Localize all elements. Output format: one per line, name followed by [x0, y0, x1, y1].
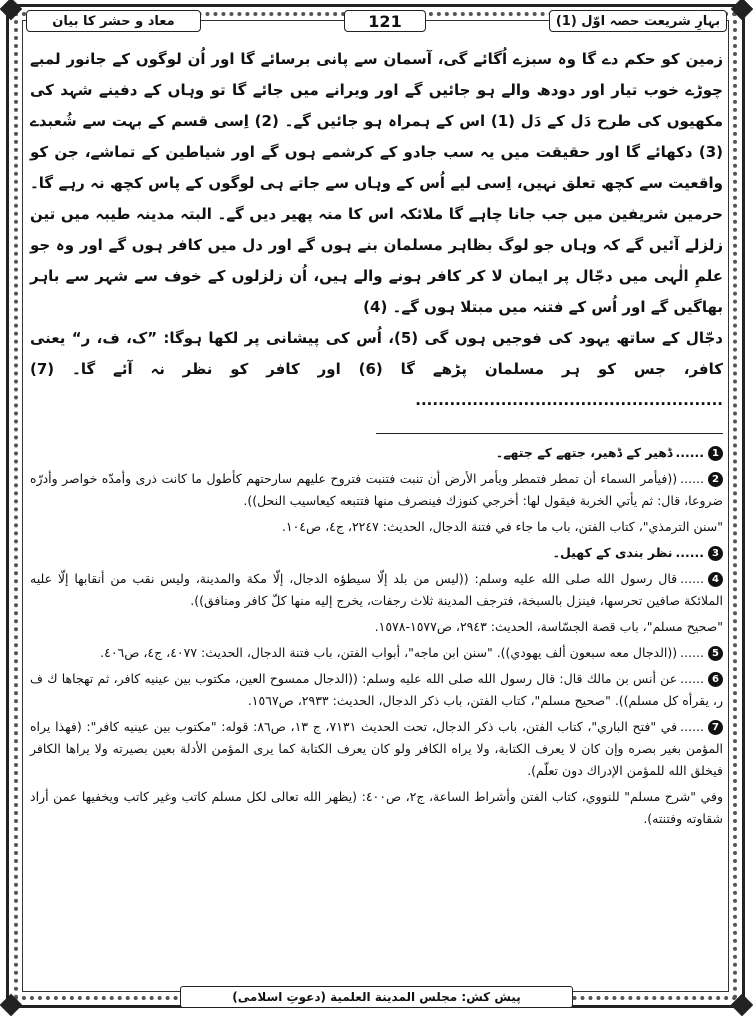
- footnote: 1......ڈھیر کے ڈھیر، جتھے کے جتھے۔: [30, 442, 723, 464]
- page-footer: پیش کش: مجلس المدينة العلمية (دعوتِ اسلامی): [180, 986, 573, 1008]
- footnote-source: وفي "شرح مسلم" للنووي، كتاب الفتن وأشراط الساعة، ج٢، ص٤٠٠: (يظهر الله تعالى لكل مسلم كاتب وغير كاتب ويخفيها عمن أراد شقاوته وفتنته).: [30, 789, 723, 826]
- footnote-number: 2: [708, 472, 723, 487]
- footnote-source: "صحيح مسلم"، باب قصة الجسّاسة، الحديث: ٢٩٤٣، ص١٥٧٧-١٥٧٨.: [374, 619, 723, 634]
- footnote: 3......نظر بندی کے کھیل۔: [30, 542, 723, 564]
- footnote-number: 5: [708, 646, 723, 661]
- footnote-number: 1: [708, 446, 723, 461]
- footnote-text: في "فتح الباري"، كتاب الفتن، باب ذكر الدجال، تحت الحديث ٧١٣١، ج ١٣، ص٨٦: قوله: "مكتوب بين عينيه كافر": (فهذا يراه المؤمن بغير بصره وإن كان لا يعرف الكتابة، ولا يراه الكافر ولو كان يعرف الكتابة كما يرى المؤمن الأدلة بعين بصيرته ولا يراها الكافر فيخلق الله للمؤمن الإدراك دون تعلّم).: [30, 719, 723, 778]
- chapter-title: معاد و حشر کا بیان: [26, 10, 201, 32]
- footnote-number: 7: [708, 720, 723, 735]
- footnote-source: "سنن الترمذي"، كتاب الفتن، باب ما جاء في فتنة الدجال، الحديث: ٢٢٤٧، ج٤، ص١٠٤.: [281, 519, 723, 534]
- footnote: 5......((الدجال معه سبعون ألف يهودي)). "سنن ابن ماجه"، أبواب الفتن، باب فتنة الدجال، الحديث: ٤٠٧٧، ج٤، ص٤٠٦.: [30, 642, 723, 664]
- page-header: [26, 10, 727, 34]
- footnote-text: ((فيأمر السماء أن تمطر فتمطر ويأمر الأرض أن تنبت فتنبت فتروح عليهم سارحتهم كأطول ما كانت ذرى وأمدّه خواصر وأدرّه ضروعا، قال: ثم يأتي الخربة فيقول لها: أخرجي كنوزك فينصرف منها فتتبعه كيعاسيب النحل)).: [30, 471, 723, 508]
- footnote: 2......((فيأمر السماء أن تمطر فتمطر ويأمر الأرض أن تنبت فتنبت فتروح عليهم سارحتهم كأطول ما كانت ذرى وأمدّه خواصر وأدرّه ضروعا، قال: ثم يأتي الخربة فيقول لها: أخرجي كنوزك فينصرف منها فتتبعه كيعاسيب النحل)).: [30, 471, 723, 508]
- footnote-number: 4: [708, 572, 723, 587]
- footnote: 4......قال رسول الله صلى الله عليه وسلم: ((ليس من بلد إلّا سيطؤه الدجال، إلّا مكة والمدينة، وليس نقب من أنقابها إلّا عليه الملائكة صافين تحرسها، فينزل بالسبخة، فترجف المدينة ثلاث رجفات، يخرج إليه منها كلّ كافر ومنافق)).: [30, 571, 723, 608]
- book-title: بہارِ شریعت حصہ اوّل (1): [549, 10, 727, 32]
- footnote-number: 3: [708, 546, 723, 561]
- footnote-text: عن أنس بن مالك قال: قال رسول الله صلى الله عليه وسلم: ((الدجال ممسوح العين، مكتوب بين عينيه كافر، ثم تهجاها ك ف ر، يقرأه كل مسلم)). "صحيح مسلم"، كتاب الفتن، باب ذكر الدجال، الحديث: ٢٩٣٣، ص١٥٦٧.: [30, 671, 723, 708]
- footnote: 6......عن أنس بن مالك قال: قال رسول الله صلى الله عليه وسلم: ((الدجال ممسوح العين، مكتوب بين عينيه كافر، ثم تهجاها ك ف ر، يقرأه كل مسلم)). "صحيح مسلم"، كتاب الفتن، باب ذكر الدجال، الحديث: ٢٩٣٣، ص١٥٦٧.: [30, 671, 723, 708]
- footnote-number: 6: [708, 672, 723, 687]
- paragraph: دجّال کے ساتھ یہود کی فوجیں ہوں گی (5)، اُس کی پیشانی پر لکھا ہوگا: ”ک، ف، ر“ یعنی کافر، جس کو ہر مسلمان پڑھے گا (6) اور کافر کو نظر نہ آئے گا۔ (7) ......................................................: [30, 329, 723, 409]
- page-number: 121: [344, 10, 426, 32]
- paragraph: زمین کو حکم دے گا وہ سبزے اُگائے گی، آسمان سے پانی برسائے گا اور اُن لوگوں کے جانور لمبے چوڑے خوب تیار اور دودھ والے ہو جائیں گے اور ویرانے میں جائے گا تو وہاں کے دفینے شہد کی مکھیوں کی طرح دَل کے دَل (1) اس کے ہمراہ ہو جائیں گے۔ (2) اِسی قسم کے بہت سے شُعبدے (3) دکھائے گا اور حقیقت میں یہ سب جادو کے کرشمے ہوں گے اور شیاطین کے تماشے، جن کو واقعیت سے کچھ تعلق نہیں، اِسی لیے اُس کے وہاں سے جاتے ہی لوگوں کے پاس کچھ نہ رہے گا۔ حرمین شریفین میں جب جانا چاہے گا ملائکہ اس کا منہ پھیر دیں گے۔ البتہ مدینہ طیبہ میں تین زلزلے آئیں گے کہ وہاں جو لوگ بظاہر مسلمان بنے ہوں گے اور دل میں کافر ہوں گے اور وہ جو علمِ الٰہی میں دجّال پر ایمان لا کر کافر ہونے والے ہیں، اُن زلزلوں کے خوف سے شہر سے باہر بھاگیں گے اور اُس کے فتنہ میں مبتلا ہوں گے۔ (4): [30, 50, 723, 316]
- main-text: [30, 44, 723, 416]
- footnote-text: ((الدجال معه سبعون ألف يهودي)). "سنن ابن ماجه"، أبواب الفتن، باب فتنة الدجال، الحديث: ٤٠٧٧، ج٤، ص٤٠٦.: [100, 645, 678, 660]
- footnote-text: نظر بندی کے کھیل۔: [552, 545, 673, 560]
- footnotes: [30, 442, 723, 834]
- footnote-text: ڈھیر کے ڈھیر، جتھے کے جتھے۔: [495, 445, 673, 460]
- footnote-text: قال رسول الله صلى الله عليه وسلم: ((ليس من بلد إلّا سيطؤه الدجال، إلّا مكة والمدينة، وليس نقب من أنقابها إلّا عليه الملائكة صافين تحرسها، فينزل بالسبخة، فترجف المدينة ثلاث رجفات، يخرج إليه منها كلّ كافر ومنافق)).: [30, 571, 723, 608]
- footnote-divider: [376, 433, 723, 434]
- footnote: 7......في "فتح الباري"، كتاب الفتن، باب ذكر الدجال، تحت الحديث ٧١٣١، ج ١٣، ص٨٦: قوله: "مكتوب بين عينيه كافر": (فهذا يراه المؤمن بغير بصره وإن كان لا يعرف الكتابة، ولا يراه الكافر ولو كان يعرف الكتابة كما يرى المؤمن الأدلة بعين بصيرته ولا يراها الكافر فيخلق الله للمؤمن الإدراك دون تعلّم).: [30, 719, 723, 778]
